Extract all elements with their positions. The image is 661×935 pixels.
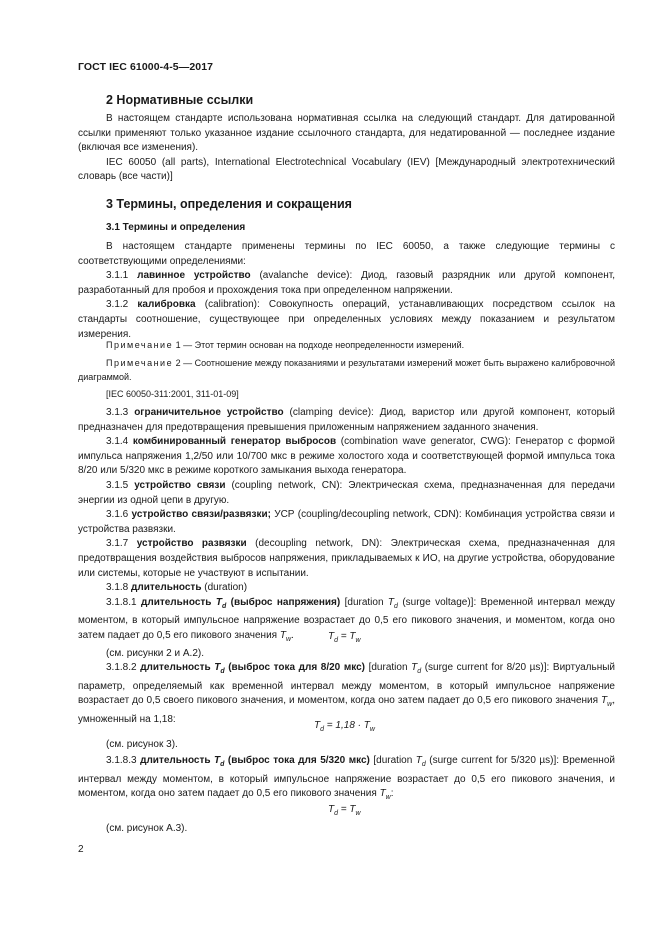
see-figure-2: (см. рисунок 3).	[106, 739, 178, 750]
formula-text: $T_d = 1,18 \cdot T_w$	[314, 720, 375, 733]
term-3-1-6: 3.1.6 устройство связи/развязки; УСР (coupling/decoupling network, CDN): Комбинация устройства связи и устройства развязки.	[78, 509, 615, 535]
term-3-1-7: 3.1.7 устройство развязки (decoupling network, DN): Электрическая схема, предназначенная для предотвращения воздействия выбросов напряжения, прикладываемых к ИО, на другие устройства, оборудование или системы, которые не участвуют в испытании.	[78, 538, 615, 579]
terms-block-2	[78, 406, 615, 648]
term-3-1-3: 3.1.3 ограничительное устройство (clamping device): Диод, варистор или другой компонент, который предназначен для предотвращения превышения приложенным напряжением заданного значения.	[78, 407, 616, 433]
term-3-1-8-2: 3.1.8.2 длительность $T_d$ (выброс тока для 8/20 мкс) [duration $T_d$ (surge current for 8/20 µs)]: Виртуальный параметр, определяемый как временной интервал между моментом, в который импульсное напряжение возрастает до 0,5 своего пикового значения, и моментом, когда оно затем падает до 0,5 его пикового значения $T_w$, умноженный на 1,18:	[78, 662, 615, 725]
formula-3	[328, 804, 361, 817]
formula-2	[314, 720, 375, 733]
iec-reference: [IEC 60050-311:2001, 311-01-09]	[106, 389, 239, 399]
formula-text: $T_d = T_w$	[328, 631, 361, 644]
term-3-1-8-3: 3.1.8.3 длительность $T_d$ (выброс тока для 5/320 мкс) [duration $T_d$ (surge current for 5/320 µs)]: Временной интервал между моментом, в который импульсное напряжение возрастает до 0,5 его пикового значения, и моментом, когда оно затем падает до 0,5 его пикового значения $T_w$:	[78, 755, 615, 802]
term-3-1-5: 3.1.5 устройство связи (coupling network, CN): Электрическая схема, предназначенная для передачи энергии из одной цепи в другую.	[78, 479, 615, 506]
note-2: Примечание 2 — Соотношение между показаниями и результатами измерений может быть выражено калибровочной диаграммой.	[78, 358, 616, 382]
page-number: 2	[78, 844, 84, 855]
see-figure-1: (см. рисунки 2 и А.2).	[106, 648, 204, 659]
term-3-1-2: 3.1.2 калибровка (calibration): Совокупность операций, устанавливающих посредством ссылок на стандарты соотношение, существующее при определенных условиях между показанием и результатом измерения.	[78, 299, 615, 340]
terms-block-3	[78, 661, 615, 727]
formula-1	[328, 631, 361, 644]
term-3-1-1: 3.1.1 лавинное устройство (avalanche device): Диод, газовый разрядник или другой компонент, разработанный для пробоя и прохождения тока при определенном напряжении.	[78, 270, 615, 296]
subsection-3-1-title: 3.1 Термины и определения	[106, 222, 246, 233]
section-2-body	[78, 112, 615, 185]
intro-paragraph: В настоящем стандарте применены термины по IEC 60050, а также следующие термины с соответствующими определениями:	[78, 241, 615, 267]
terms-block-1	[78, 240, 615, 342]
see-figure-3: (см. рисунок А.3).	[106, 823, 188, 834]
terms-block-4	[78, 754, 615, 806]
section-2-reference: IEC 60050 (all parts), International Electrotechnical Vocabulary (IEV) [Международный электротехнический словарь (все части)]	[78, 156, 615, 183]
section-2-paragraph: В настоящем стандарте использована нормативная ссылка на следующий стандарт. Для датированной ссылки применяют только указанное издание ссылочного стандарта, для недатированной — последнее издание (включая все изменения).	[78, 113, 615, 154]
term-3-1-8: 3.1.8 длительность (duration)	[106, 582, 248, 594]
document-header: ГОСТ IEC 61000-4-5—2017	[78, 61, 214, 73]
section-3-title: 3 Термины, определения и сокращения	[106, 197, 352, 211]
term-3-1-8-1: 3.1.8.1 длительность $T_d$ (выброс напряжения) [duration $T_d$ (surge voltage)]: Временной интервал между моментом, в который импульсное напряжение возрастает до 0,5 его пикового значения, и моментом, когда оно затем падает до 0,5 его пикового значения $T_w$.	[78, 596, 615, 643]
term-3-1-4: 3.1.4 комбинированный генератор выбросов (combination wave generator, CWG): Генератор с формой импульса напряжения 1,2/50 или 10/700 мкс в режиме холостого хода и соответствующей формой импульса тока 8/20 или 5/320 мкс в режиме короткого замыкания выхода генератора.	[78, 436, 615, 477]
formula-text: $T_d = T_w$	[328, 804, 361, 817]
note-1: Примечание 1 — Этот термин основан на подходе неопределенности измерений.	[106, 340, 465, 350]
section-2-title: 2 Нормативные ссылки	[106, 93, 254, 107]
